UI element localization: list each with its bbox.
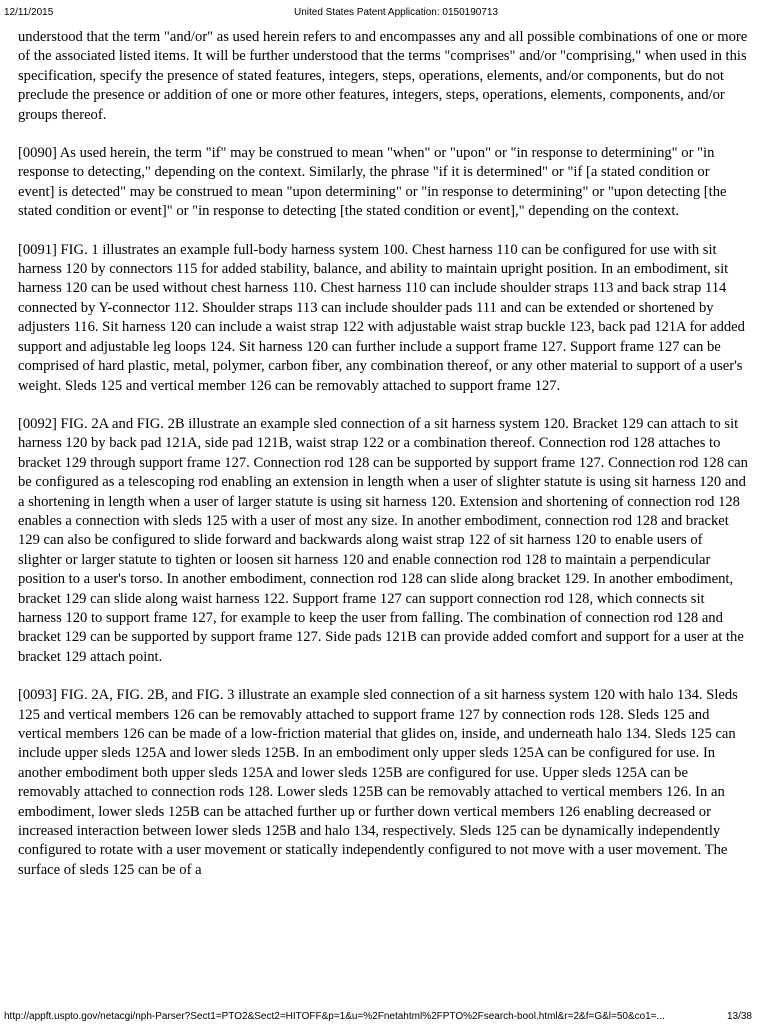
print-footer [4, 1010, 752, 1024]
paragraph-continuation: understood that the term "and/or" as used herein refers to and encompasses any and all possible combinations of one or more of the associated listed items. It will be further understood that the terms "comprises" and/or "comprising," when used in this specification, specify the presence of stated features, integers, steps, operations, elements, and/or components, but do not preclude the presence or addition of one or more other features, integers, steps, operations, elements, components, and/or groups thereof. [18, 29, 748, 123]
paragraph-0093: [0093] FIG. 2A, FIG. 2B, and FIG. 3 illustrate an example sled connection of a sit harness system 120 with halo 134. Sleds 125 and vertical members 126 can be removably attached to support frame 127 by connection rods 128. Sleds 125 and vertical members 126 can be made of a low-friction material that glides on, inside, and underneath halo 134. Sleds 125 can include upper sleds 125A and lower sleds 125B. In an embodiment only upper sleds 125A can be configured for use. In another embodiment both upper sleds 125A and lower sleds 125B are configured for use. Upper sleds 125A can be removably attached to connection rods 128. Lower sleds 125B can be removably attached to vertical members 126. In an embodiment, lower sleds 125B can be attached further up or further down vertical members 126 enabling decreased or increased interaction between lower sleds 125B and halo 134, respectively. Sleds 125 can be dynamically independently configured to rotate with a user movement or statically independently configured to not move with a user movement. The surface of sleds 125 can be of a [18, 687, 738, 878]
paragraph-0092: [0092] FIG. 2A and FIG. 2B illustrate an example sled connection of a sit harness system 120. Bracket 129 can attach to sit harness 120 by back pad 121A, side pad 121B, waist strap 122 or a combination thereof. Connection rod 128 attaches to bracket 129 through support frame 127. Connection rod 128 can be supported by support frame 127. Connection rod 128 can be configured as a telescoping rod enabling an extension in length when a user of slighter statute is using sit harness 120 and a shortening in length when a user of larger statute is using sit harness 120. Extension and shortening of connection rod 128 enables a connection with sleds 125 with a user of most any size. In another embodiment, connection rod 128 and bracket 129 can also be configured to slide forward and backwards along waist strap 122 of sit harness 120 to enable users of slighter or larger statute to tighten or loosen sit harness 120 and enable connection rod 128 to maintain a perpendicular position to a user's torso. In another embodiment, connection rod 128 can slide along bracket 129. In another embodiment, bracket 129 can slide along waist harness 122. Support frame 127 can support connection rod 128, which connects sit harness 120 to support frame 127, for example to keep the user from falling. The combination of connection rod 128 and bracket 129 can be supported by support frame 127. Side pads 121B can provide added comfort and support for a user at the bracket 129 attach point. [18, 415, 748, 665]
paragraph-0091: [0091] FIG. 1 illustrates an example full-body harness system 100. Chest harness 110 can be configured for use with sit harness 120 by connectors 115 for added stability, balance, and ability to maintain upright position. In an embodiment, sit harness 120 can be used without chest harness 110. Chest harness 110 can include shoulder straps 113 and back strap 114 connected by Y-connector 112. Shoulder straps 113 can include shoulder pads 111 and can be extended or shortened by adjusters 116. Sit harness 120 can include a waist strap 122 with adjustable waist strap buckle 123, back pad 121A for added support and adjustable leg loops 124. Sit harness 120 can further include a support frame 127. Support frame 127 can be comprised of hard plastic, metal, polymer, carbon fiber, any combination thereof, or any other material to support of a user's weight. Sleds 125 and vertical member 126 can be removably attached to support frame 127. [18, 241, 745, 394]
document-title: United States Patent Application: 0150190713 [293, 7, 499, 18]
print-header [4, 6, 748, 20]
print-date: 12/11/2015 [4, 7, 54, 18]
document-body [18, 28, 748, 899]
page-number: 13/38 [726, 1011, 752, 1022]
source-url: http://appft.uspto.gov/netacgi/nph-Parser?Sect1=PTO2&Sect2=HITOFF&p=1&u=%2Fnetahtml%2FPTO%2Fsearch-bool.html&r=2&f=G&l=50&co1=... [4, 1011, 665, 1022]
paragraph-0090: [0090] As used herein, the term "if" may be construed to mean "when" or "upon" or "in response to determining" or "in response to detecting," depending on the context. Similarly, the phrase "if it is determined" or "if [a stated condition or event] is detected" may be construed to mean "upon determining" or "in response to determining" or "upon detecting [the stated condition or event]" or "in response to detecting [the stated condition or event]," depending on the context. [18, 145, 727, 220]
